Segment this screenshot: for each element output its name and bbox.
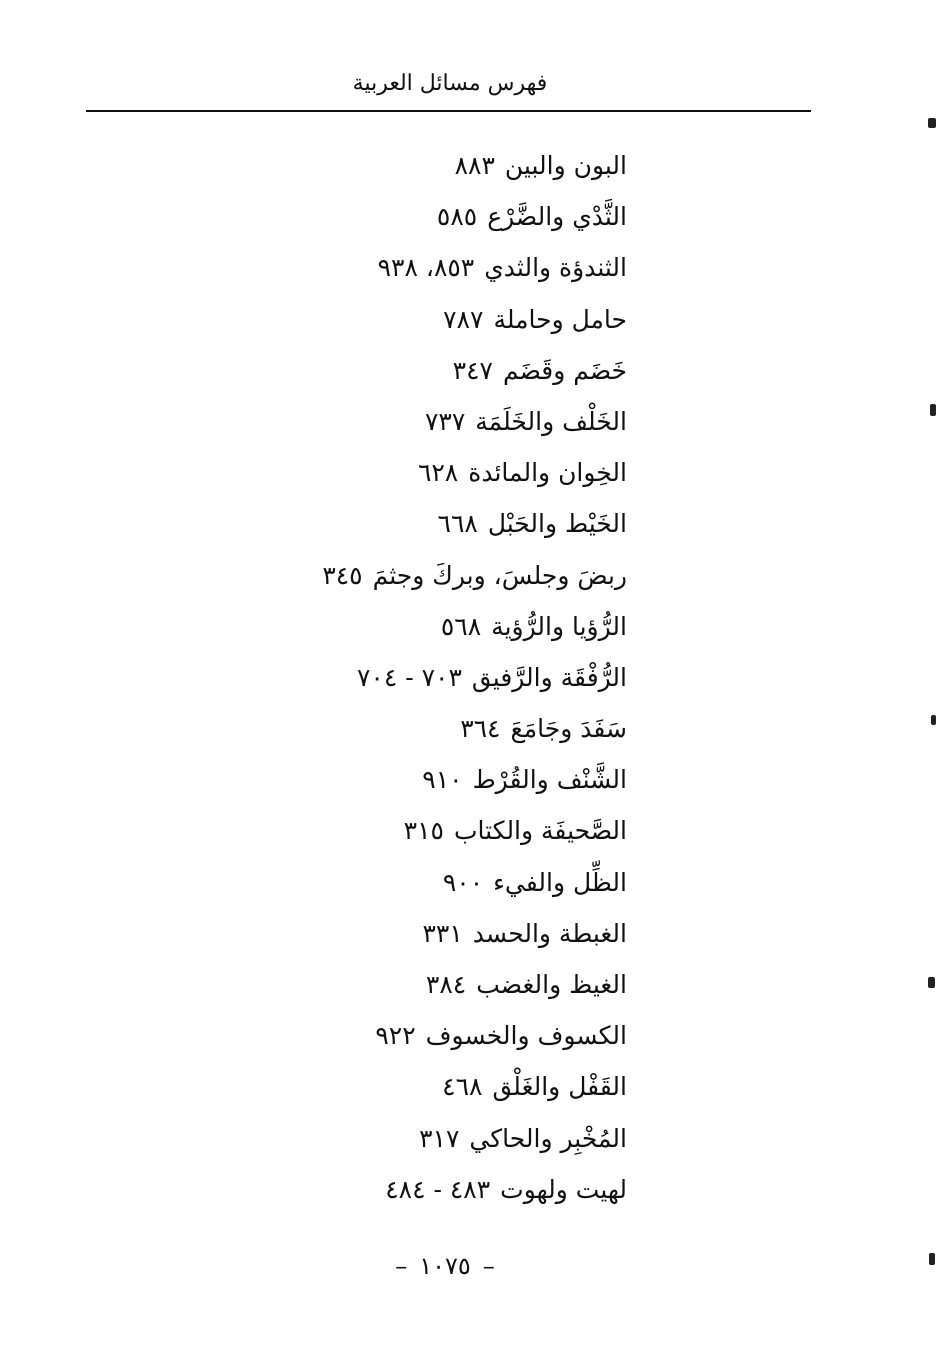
index-entry	[247, 805, 627, 856]
index-entry	[247, 191, 627, 242]
entry-pages: ٧٣٧	[424, 406, 466, 436]
index-entry	[247, 294, 627, 345]
entry-term: الصَّحيفَة والكتاب	[453, 816, 627, 846]
entry-term: الكسوف والخسوف	[425, 1021, 627, 1051]
entry-term: القَفْل والغَلْق	[492, 1072, 627, 1102]
entry-pages: ٤٨٣ - ٤٨٤	[385, 1174, 491, 1204]
scan-mark	[928, 977, 935, 988]
entry-pages: ٩١٠	[422, 765, 463, 795]
entry-term: الخَلْف والخَلَمَة	[475, 406, 627, 436]
entry-pages: ٨٥٣، ٩٣٨	[377, 253, 475, 283]
entry-term: الخَيْط والحَبْل	[487, 509, 627, 539]
page-number-value: ١٠٧٥	[419, 1252, 471, 1280]
entry-pages: ٦٦٨	[437, 509, 478, 539]
scan-mark	[930, 404, 936, 416]
scan-mark	[928, 118, 936, 128]
entry-pages: ٦٢٨	[417, 458, 459, 488]
index-entry	[247, 498, 627, 549]
index-list	[247, 140, 627, 1215]
entry-term: الغبطة والحسد	[472, 918, 627, 948]
entry-term: الرُّؤيا والرُّؤية	[491, 611, 627, 641]
entry-pages: ٥٨٥	[436, 202, 478, 232]
entry-term: الظِّل والفيء	[493, 867, 627, 897]
entry-term: سَفَدَ وجَامَعَ	[510, 714, 627, 744]
index-entry	[247, 550, 627, 601]
index-entry	[247, 396, 627, 447]
entry-term: البون والبين	[504, 151, 627, 180]
entry-pages: ٣٦٤	[460, 714, 501, 744]
index-entry	[247, 447, 627, 498]
index-entry	[247, 754, 627, 805]
entry-pages: ٥٦٨	[440, 611, 482, 641]
entry-term: لهيت ولهوت	[500, 1174, 627, 1204]
entry-pages: ٣٨٤	[425, 970, 467, 999]
index-entry	[247, 601, 627, 652]
dash-right: –	[395, 1252, 408, 1280]
entry-pages: ٣٤٧	[452, 355, 493, 385]
dash-left: –	[482, 1252, 495, 1280]
index-entry	[247, 140, 627, 191]
entry-pages: ٧٨٧	[443, 304, 484, 334]
index-entry	[247, 959, 627, 1010]
index-entry	[247, 857, 627, 908]
entry-term: الغيظ والغضب	[476, 970, 627, 999]
entry-term: الثَّدْي والضَّرْع	[487, 202, 627, 232]
entry-pages: ٩٢٢	[375, 1021, 416, 1051]
index-entry	[247, 908, 627, 959]
index-entry	[247, 1113, 627, 1164]
page-number	[380, 1248, 510, 1284]
entry-pages: ٣١٥	[403, 816, 444, 846]
entry-term: خَضَم وقَضَم	[502, 355, 627, 385]
index-entry	[247, 1164, 627, 1215]
entry-term: المُخْبِر والحاكي	[469, 1123, 627, 1153]
entry-pages: ٣٤٥	[322, 560, 363, 590]
index-entry	[247, 652, 627, 703]
entry-pages: ٩٠٠	[442, 867, 484, 897]
index-entry	[247, 703, 627, 754]
page-title: فهرس مسائل العربية	[352, 71, 548, 96]
entry-term: الرُّفْقَة والرَّفيق	[471, 662, 627, 692]
entry-pages: ٧٠٣ - ٧٠٤	[356, 662, 462, 692]
scan-mark	[929, 1253, 935, 1265]
header-divider	[86, 110, 811, 112]
entry-term: حامل وحاملة	[493, 304, 627, 334]
entry-term: الشَّنْف والقُرْط	[472, 765, 627, 795]
scan-mark	[931, 715, 936, 725]
index-entry	[247, 1010, 627, 1061]
entry-pages: ٣١٧	[419, 1123, 460, 1153]
entry-pages: ٤٦٨	[442, 1072, 483, 1102]
index-entry	[247, 345, 627, 396]
entry-pages: ٨٨٣	[454, 151, 495, 180]
index-entry	[247, 1061, 627, 1112]
entry-pages: ٣٣١	[422, 918, 463, 948]
entry-term: ربضَ وجلسَ، وبركَ وجثمَ	[372, 560, 627, 590]
entry-term: الخِوان والمائدة	[468, 458, 627, 488]
entry-term: الثندؤة والثدي	[484, 253, 627, 283]
index-entry	[247, 242, 627, 293]
